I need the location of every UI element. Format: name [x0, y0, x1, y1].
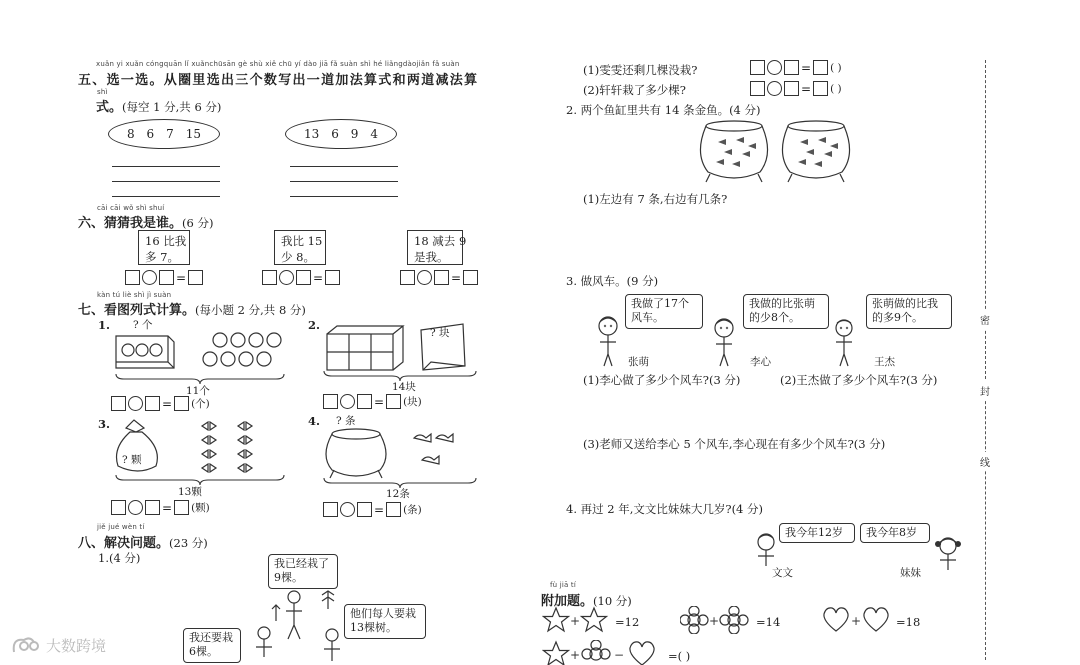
- s5-pinyin: xuǎn yi xuǎn cóngquān lǐ xuǎnchūsān gè shù xiě chū yí dào jiā fǎ suàn shì hé liǎngdàojiǎn fǎ suàn: [96, 60, 460, 68]
- p4-num: 4.: [308, 414, 321, 428]
- answer-line[interactable]: [112, 181, 220, 182]
- answer-box[interactable]: [750, 81, 765, 96]
- equation-template: = (块): [323, 394, 422, 409]
- equation-template: =: [125, 270, 203, 285]
- answer-box[interactable]: [325, 270, 340, 285]
- q3b-text: (2)王杰做了多少个风车?(3 分): [780, 373, 938, 387]
- p1-num: 1.: [98, 318, 111, 332]
- equation-template: = ( ): [750, 81, 842, 96]
- operator-circle[interactable]: [142, 270, 157, 285]
- p1-question: ? 个: [133, 319, 153, 331]
- seal-char: 密: [980, 310, 990, 329]
- blocks-illustration: [323, 320, 473, 376]
- s8-title-row: [78, 532, 208, 551]
- s7-pinyin: kàn tú liè shì jì suàn: [97, 291, 172, 299]
- name-li: 李心: [750, 356, 771, 368]
- clue-box-1: 16 比我 多 7。: [138, 230, 190, 265]
- unit-label: (块): [403, 396, 422, 408]
- heart-icon: [822, 606, 900, 634]
- operator-circle[interactable]: [340, 394, 355, 409]
- answer-box[interactable]: [296, 270, 311, 285]
- s8-note: (23 分): [169, 536, 208, 550]
- oval-number: 8: [126, 127, 135, 141]
- apples-illustration: [110, 328, 295, 378]
- bonus-eq-3: =18: [896, 615, 921, 629]
- q3c-text: (3)老师又送给李心 5 个风车,李心现在有多少个风车?(3 分): [583, 437, 886, 451]
- operator-circle[interactable]: [128, 396, 143, 411]
- s6-pinyin: cāi cāi wǒ shì shuí: [97, 204, 165, 212]
- answer-box[interactable]: [145, 396, 160, 411]
- speech-bubble: 他们每人要栽 13棵树。: [344, 604, 426, 639]
- svg-text:+: +: [709, 614, 720, 628]
- p2-num: 2.: [308, 318, 321, 332]
- p2-question: ? 块: [430, 327, 450, 339]
- oval-number: 6: [331, 127, 339, 141]
- bonus-eq-1: =12: [615, 615, 640, 629]
- s5-title2-row: [96, 96, 221, 115]
- answer-box[interactable]: [159, 270, 174, 285]
- fish-bowl-illustration: [318, 426, 468, 482]
- answer-box[interactable]: [434, 270, 449, 285]
- p4-total: 12条: [386, 488, 410, 500]
- q2-text: 2. 两个鱼缸里共有 14 条金鱼。(4 分): [566, 103, 761, 117]
- watermark: [10, 634, 106, 656]
- s7-title-row: [78, 299, 306, 318]
- answer-box[interactable]: [145, 500, 160, 515]
- speech-bubble: 我做了17个 风车。: [625, 294, 703, 329]
- s5-title: 五、选一选。从圈里选出三个数写出一道加法算式和两道减法算: [78, 73, 479, 88]
- equation-template: = (个): [111, 396, 210, 411]
- q4-text: 4. 再过 2 年,文文比妹妹大几岁?(4 分): [566, 502, 764, 516]
- answer-box[interactable]: [111, 500, 126, 515]
- bonus-note: (10 分): [593, 594, 632, 608]
- q2a-text: (1)左边有 7 条,右边有几条?: [583, 192, 728, 206]
- name-wen: 文文: [772, 567, 793, 579]
- s8-title: 八、解决问题。: [78, 536, 170, 551]
- oval-number: 13: [303, 127, 320, 141]
- s6-title-row: [78, 212, 213, 231]
- seal-char: 封: [980, 381, 990, 400]
- answer-box[interactable]: [386, 394, 401, 409]
- answer-box[interactable]: [323, 394, 338, 409]
- p3-total: 13颗: [178, 486, 202, 498]
- p2-total: 14块: [392, 381, 416, 393]
- p3-question: ? 颗: [122, 454, 142, 466]
- answer-line[interactable]: [290, 181, 398, 182]
- speech-bubble: 我今年8岁: [860, 523, 930, 543]
- name-zhang: 张萌: [628, 356, 649, 368]
- speech-bubble: 我今年12岁: [779, 523, 855, 543]
- operator-circle[interactable]: [340, 502, 355, 517]
- equation-template: = (条): [323, 502, 422, 517]
- fish-tanks-illustration: [696, 118, 856, 188]
- flower-icon: [680, 606, 760, 634]
- answer-box[interactable]: [174, 396, 189, 411]
- candy-bag-illustration: [110, 418, 280, 478]
- answer-box[interactable]: [784, 60, 799, 75]
- bonus-eq-2: =14: [756, 615, 781, 629]
- star-icon: [542, 606, 622, 634]
- number-oval-1: [108, 119, 220, 149]
- speech-bubble: 我还要栽 6棵。: [183, 628, 241, 663]
- answer-line[interactable]: [112, 166, 220, 167]
- children-planting-illustration: [242, 585, 352, 665]
- oval-number: 6: [146, 127, 155, 141]
- oval-number: 15: [185, 127, 201, 141]
- bonus-pinyin: fù jiā tí: [550, 581, 577, 589]
- s8-pinyin: jiě jué wèn tí: [97, 523, 145, 531]
- answer-box[interactable]: [262, 270, 277, 285]
- equation-template: = ( ): [750, 60, 842, 75]
- answer-box[interactable]: [111, 396, 126, 411]
- answer-box[interactable]: [357, 394, 372, 409]
- s7-title: 七、看图列式计算。: [78, 303, 196, 318]
- shape-combo-icon: [542, 640, 672, 665]
- number-oval-2: [285, 119, 397, 149]
- answer-box[interactable]: [813, 81, 828, 96]
- operator-circle[interactable]: [767, 60, 782, 75]
- speech-bubble: 我已经栽了 9棵。: [268, 554, 338, 589]
- answer-paren[interactable]: ( ): [830, 82, 842, 95]
- operator-circle[interactable]: [417, 270, 432, 285]
- speech-bubble: 我做的比张萌 的少8个。: [743, 294, 829, 329]
- s7-note: (每小题 2 分,共 8 分): [195, 303, 306, 317]
- q3-text: 3. 做风车。(9 分): [566, 274, 659, 288]
- oval-number: 9: [350, 127, 359, 141]
- s8-q1: 1.(4 分): [98, 551, 141, 565]
- unit-label: (个): [191, 398, 210, 410]
- oval-number: 7: [166, 127, 174, 141]
- operator-circle[interactable]: [128, 500, 143, 515]
- q1a-text: (1)雯雯还剩几棵没栽?: [583, 63, 698, 77]
- equation-template: = (颗): [111, 500, 210, 515]
- bonus-last: =( ): [668, 649, 691, 663]
- name-wang: 王杰: [874, 356, 895, 368]
- seal-char: 线: [980, 452, 990, 471]
- p1-total: 11个: [186, 385, 210, 397]
- equation-template: =: [400, 270, 478, 285]
- watermark-logo-icon: [10, 634, 42, 656]
- answer-box[interactable]: [386, 502, 401, 517]
- p3-num: 3.: [98, 417, 111, 431]
- s5-pinyin2: shì: [97, 88, 108, 96]
- speech-bubble: 张萌做的比我 的多9个。: [866, 294, 952, 329]
- answer-box[interactable]: [357, 502, 372, 517]
- s6-title: 六、猜猜我是谁。: [78, 216, 183, 231]
- s5-title2: 式。: [96, 100, 123, 115]
- svg-text:−: −: [614, 648, 625, 662]
- answer-line[interactable]: [290, 196, 398, 197]
- answer-box[interactable]: [174, 500, 189, 515]
- clue-box-2: 我比 15 少 8。: [274, 230, 326, 265]
- oval-number: 4: [370, 127, 378, 141]
- answer-line[interactable]: [112, 196, 220, 197]
- answer-line[interactable]: [290, 166, 398, 167]
- answer-box[interactable]: [750, 60, 765, 75]
- unit-label: (颗): [191, 502, 210, 514]
- equation-template: =: [262, 270, 340, 285]
- svg-text:+: +: [570, 648, 581, 662]
- answer-box[interactable]: [463, 270, 478, 285]
- clue-box-3: 18 减去 9 是我。: [407, 230, 463, 265]
- answer-box[interactable]: [784, 81, 799, 96]
- answer-box[interactable]: [400, 270, 415, 285]
- p4-question: ? 条: [336, 415, 356, 427]
- operator-circle[interactable]: [767, 81, 782, 96]
- answer-box[interactable]: [813, 60, 828, 75]
- seal-line: [985, 60, 986, 660]
- q3a-text: (1)李心做了多少个风车?(3 分): [583, 373, 741, 387]
- svg-text:+: +: [570, 614, 581, 628]
- s5-note: (每空 1 分,共 6 分): [122, 100, 222, 114]
- operator-circle[interactable]: [279, 270, 294, 285]
- answer-box[interactable]: [323, 502, 338, 517]
- q1b-text: (2)轩轩栽了多少棵?: [583, 83, 686, 97]
- watermark-text: 大数跨境: [46, 636, 107, 655]
- s6-note: (6 分): [182, 216, 214, 230]
- bonus-title: 附加题。: [541, 594, 594, 609]
- name-mei: 妹妹: [900, 567, 921, 579]
- unit-label: (条): [403, 504, 422, 516]
- answer-box[interactable]: [125, 270, 140, 285]
- answer-box[interactable]: [188, 270, 203, 285]
- answer-paren[interactable]: ( ): [830, 61, 842, 74]
- svg-text:+: +: [851, 614, 862, 628]
